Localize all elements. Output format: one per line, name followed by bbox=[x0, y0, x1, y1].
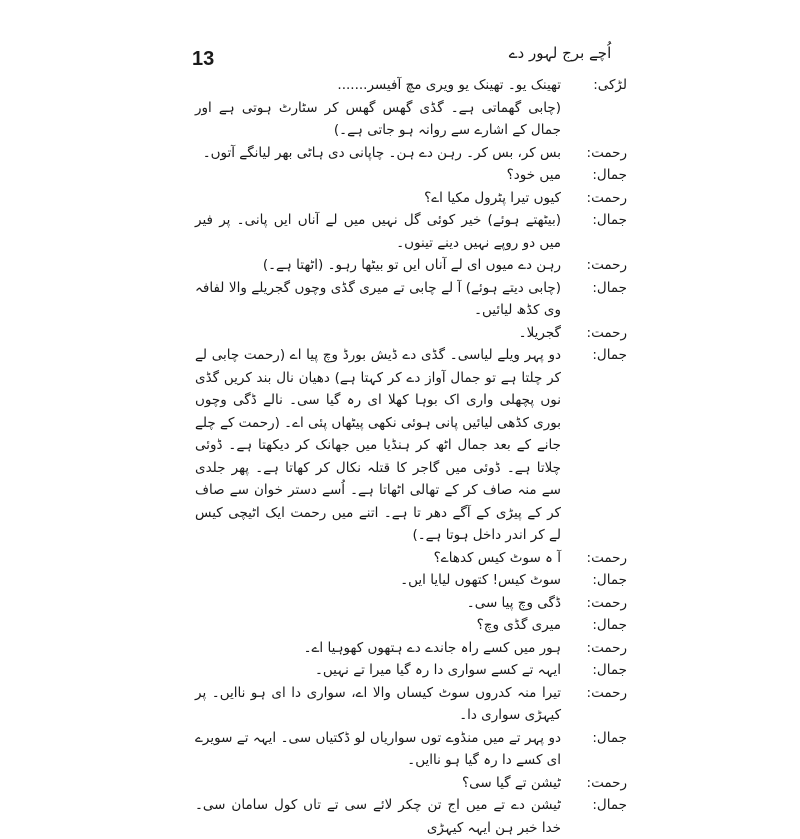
speaker-name: رحمت: bbox=[586, 324, 627, 341]
dialogue-line bbox=[195, 794, 627, 839]
stage-direction: (چابی گھماتی ہے۔ گڈی گھس گھس کر سٹارٹ ہوتی ہے اور جمال کے اشارے سے روانہ ہو جاتی ہے۔) bbox=[195, 99, 561, 138]
dialogue-text: ہور میں کسے راہ جاندے دے ہتھوں کھوہیا اے۔ bbox=[303, 639, 561, 656]
speaker-name: رحمت: bbox=[586, 549, 627, 566]
dialogue-text: ٹیشن تے گیا سی؟ bbox=[461, 774, 561, 791]
dialogue-line bbox=[195, 344, 627, 547]
speaker-name: جمال: bbox=[592, 797, 627, 813]
dialogue-text: (بیٹھتے ہوئے) خیر کوئی گل نہیں میں لے آناں ایں پانی۔ پر فیر میں دو روپے نہیں دینے تینوں۔ bbox=[195, 212, 561, 251]
dialogue-text: تیرا منہ کدروں سوٹ کیساں والا اے، سواری دا ای ہو ناایں۔ پر کیہڑی سواری دا۔ bbox=[195, 684, 561, 723]
dialogue-text: (چابی دیتے ہوئے) آ لے چابی تے میری گڈی وچوں گجریلے والا لفافہ وی کڈھ لیائیں۔ bbox=[195, 279, 561, 318]
dialogue-line bbox=[195, 547, 627, 570]
page-number: 13 bbox=[192, 48, 215, 70]
dialogue-line bbox=[195, 322, 627, 345]
running-title: اُچے برج لہور دے bbox=[508, 44, 612, 62]
dialogue-text: تھینک یو۔ تھینک یو ویری مچ آفیسر....... bbox=[337, 77, 561, 93]
speaker-name bbox=[561, 97, 627, 142]
dialogue-text: سوٹ کیس! کتھوں لیایا ایں۔ bbox=[400, 572, 561, 588]
dialogue-text: میں خود؟ bbox=[506, 167, 561, 183]
dialogue-block bbox=[195, 74, 627, 836]
dialogue-text: بس کر، بس کر۔ رہن دے ہن۔ چاپانی دی ہاٹی بھر لیانگے آتوں۔ bbox=[202, 144, 561, 161]
dialogue-text: گجریلا۔ bbox=[518, 324, 561, 341]
dialogue-line bbox=[195, 97, 627, 142]
dialogue-line bbox=[195, 74, 627, 97]
dialogue-text: دو پہر تے میں منڈوے توں سواریاں لو ڈکتیاں سی۔ ایہہ تے سویرے ای کسے دا رہ گیا ہو ناایں۔ bbox=[195, 729, 561, 768]
speaker-name: رحمت: bbox=[586, 257, 627, 273]
speaker-name: جمال: bbox=[592, 729, 627, 746]
speaker-name: رحمت: bbox=[586, 774, 627, 791]
speaker-name: رحمت: bbox=[586, 594, 627, 611]
dialogue-text: ایہہ تے کسے سواری دا رہ گیا میرا تے نہیں۔ bbox=[314, 662, 561, 678]
dialogue-text: رہن دے میوں ای لے آناں ایں تو بیٹھا رہو۔ (اٹھتا ہے۔) bbox=[262, 257, 561, 273]
speaker-name: رحمت: bbox=[586, 189, 627, 206]
speaker-name: جمال: bbox=[592, 662, 627, 678]
dialogue-text: دو پہر ویلے لیاسی۔ گڈی دے ڈیش بورڈ وچ پیا اے (رحمت چابی لے کر چلتا ہے تو جمال آواز دے کر کہتا ہے) دھیان نال بند کریں گڈی نوں پچھلی واری اک بوہا کھلا ای رہ گیا سی۔ نالے ڈگی وچوں بوری کڈھی لیائیں پانی ہوئی نکھی پیٹھاں پئی اے۔ (رحمت کے چلے جانے کے بعد جمال اٹھ کر ہنڈیا میں جھانک کر دیکھتا ہے۔ ڈوئی چلاتا ہے۔ ڈوئی میں گاجر کا قتلہ نکال کر کھاتا ہے۔ پھر جلدی سے منہ صاف کر کے تھالی اٹھاتا ہے۔ اُسے دستر خوان سے صاف کر کے پیڑی کے آگے دھر تا ہے۔ اتنے میں رحمت ایک اٹیچی کیس لے کر اندر داخل ہوتا ہے۔) bbox=[195, 347, 561, 543]
dialogue-line bbox=[195, 254, 627, 277]
dialogue-text: میری گڈی وچ؟ bbox=[476, 617, 561, 633]
speaker-name: جمال: bbox=[592, 347, 627, 363]
dialogue-line bbox=[195, 277, 627, 322]
dialogue-line bbox=[195, 772, 627, 795]
speaker-name: لڑکی: bbox=[593, 77, 627, 93]
speaker-name: جمال: bbox=[592, 279, 627, 296]
dialogue-line bbox=[195, 209, 627, 254]
dialogue-line bbox=[195, 592, 627, 615]
dialogue-line bbox=[195, 637, 627, 660]
speaker-name: جمال: bbox=[592, 212, 627, 228]
dialogue-line bbox=[195, 164, 627, 187]
speaker-name: جمال: bbox=[592, 617, 627, 633]
dialogue-text: آ ہ سوٹ کیس کدھاے؟ bbox=[433, 549, 561, 566]
speaker-name: رحمت: bbox=[586, 639, 627, 656]
dialogue-line bbox=[195, 659, 627, 682]
dialogue-line bbox=[195, 187, 627, 210]
dialogue-line bbox=[195, 682, 627, 727]
dialogue-line bbox=[195, 727, 627, 772]
dialogue-text: ٹیشن دے تے میں اج تن چکر لائے سی تے تاں کول سامان سی۔ خدا خبر ہن ایہہ کیہڑی bbox=[195, 797, 561, 836]
dialogue-line bbox=[195, 614, 627, 637]
speaker-name: رحمت: bbox=[586, 684, 627, 701]
dialogue-line bbox=[195, 142, 627, 165]
speaker-name: جمال: bbox=[592, 167, 627, 183]
speaker-name: جمال: bbox=[592, 572, 627, 588]
dialogue-text: ڈگی وچ پیا سی۔ bbox=[466, 594, 561, 611]
dialogue-text: کیوں تیرا پٹرول مکیا اے؟ bbox=[424, 189, 561, 206]
speaker-name: رحمت: bbox=[586, 144, 627, 161]
dialogue-line bbox=[195, 569, 627, 592]
